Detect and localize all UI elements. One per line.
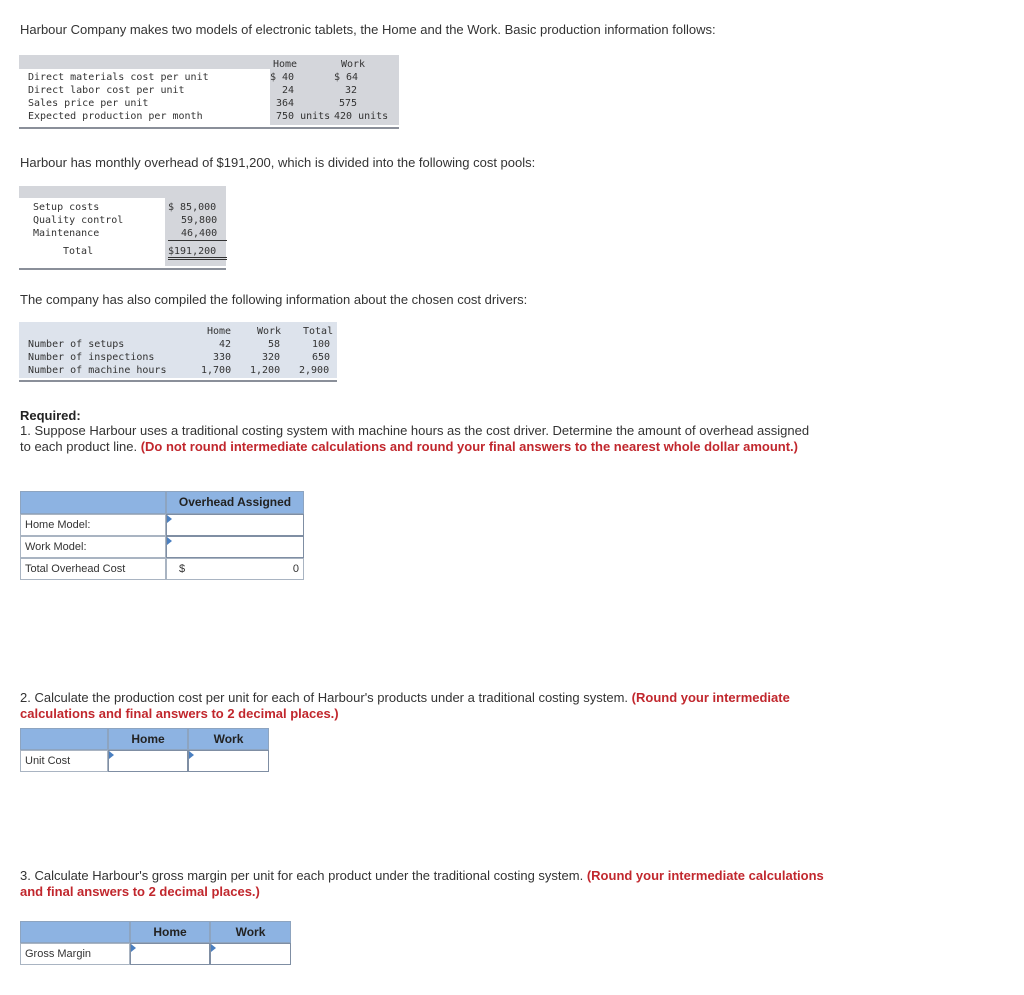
production-row-work: 32 xyxy=(345,85,358,96)
total-line xyxy=(168,257,227,258)
production-row-home: 24 xyxy=(282,85,295,96)
work-model-label: Work Model: xyxy=(20,536,166,558)
drivers-header-home: Home xyxy=(207,326,232,337)
gross-margin-work-input[interactable] xyxy=(213,946,288,962)
production-header-home: Home xyxy=(273,59,298,70)
pool-value: $ 85,000 xyxy=(168,202,217,213)
production-row-home: $ 40 xyxy=(270,72,295,83)
production-row-home: 750 units xyxy=(276,111,331,122)
drivers-text: The company has also compiled the following information about the chosen cost drivers: xyxy=(20,292,528,307)
drivers-row-home: 1,700 xyxy=(201,365,232,376)
unit-cost-label: Unit Cost xyxy=(20,750,108,772)
production-row-work: 420 units xyxy=(334,111,389,122)
drivers-row-work: 320 xyxy=(262,352,281,363)
drivers-row-work: 1,200 xyxy=(250,365,281,376)
divider xyxy=(19,268,226,270)
pool-total-label: Total xyxy=(63,246,94,257)
overhead-assigned-header: Overhead Assigned xyxy=(166,491,304,514)
production-row-home: 364 xyxy=(276,98,295,109)
drivers-row-label: Number of inspections xyxy=(28,352,155,363)
home-model-input[interactable] xyxy=(169,517,301,533)
unit-cost-work-input[interactable] xyxy=(191,753,266,769)
unit-cost-work-cell[interactable] xyxy=(188,750,269,772)
drivers-row-label: Number of machine hours xyxy=(28,365,167,376)
q3-instructions xyxy=(20,868,840,900)
unit-cost-home-cell[interactable] xyxy=(108,750,188,772)
subtotal-line xyxy=(168,240,227,241)
q3-text: 3. Calculate Harbour's gross margin per unit for each product under the traditional costing system. xyxy=(20,868,584,883)
unit-cost-header-work: Work xyxy=(188,728,269,750)
pool-label: Quality control xyxy=(33,215,124,226)
total-overhead-value: 0 xyxy=(292,563,299,575)
drivers-row-total: 100 xyxy=(312,339,331,350)
gross-margin-home-input[interactable] xyxy=(133,946,207,962)
divider xyxy=(19,380,337,382)
q2-text: 2. Calculate the production cost per unit for each of Harbour's products under a traditional costing system. xyxy=(20,690,629,705)
q3-note: (Round your intermediate calculations and final answers to 2 decimal places.) xyxy=(20,868,824,899)
unit-cost-corner xyxy=(20,728,108,750)
drivers-row-home: 330 xyxy=(213,352,232,363)
q2-instructions xyxy=(20,690,840,722)
drivers-row-work: 58 xyxy=(268,339,281,350)
drivers-header-total: Total xyxy=(303,326,334,337)
pool-label: Setup costs xyxy=(33,202,100,213)
production-row-label: Direct labor cost per unit xyxy=(28,85,185,96)
pool-value: 46,400 xyxy=(181,228,218,239)
work-model-input-cell[interactable] xyxy=(166,536,304,558)
production-row-label: Sales price per unit xyxy=(28,98,149,109)
q1-instructions xyxy=(20,423,820,455)
overhead-text: Harbour has monthly overhead of $191,200, which is divided into the following cost pools: xyxy=(20,155,536,170)
pool-label: Maintenance xyxy=(33,228,100,239)
home-model-input-cell[interactable] xyxy=(166,514,304,536)
required-heading: Required: xyxy=(20,408,81,423)
q1-text: 1. Suppose Harbour uses a traditional costing system with machine hours as the cost driver. Determine the amount of overhead assigned to each product line. xyxy=(20,423,810,454)
unit-cost-header-home: Home xyxy=(108,728,188,750)
gross-margin-corner xyxy=(20,921,130,943)
drivers-row-home: 42 xyxy=(219,339,232,350)
total-overhead-cell xyxy=(166,558,304,580)
gross-margin-home-cell[interactable] xyxy=(130,943,210,965)
total-line-double xyxy=(168,259,227,260)
drivers-row-label: Number of setups xyxy=(28,339,125,350)
unit-cost-home-input[interactable] xyxy=(111,753,185,769)
q1-note: (Do not round intermediate calculations and round your final answers to the nearest whole dollar amount.) xyxy=(140,439,799,454)
production-row-label: Direct materials cost per unit xyxy=(28,72,209,83)
production-row-work: 575 xyxy=(339,98,358,109)
gross-margin-label: Gross Margin xyxy=(20,943,130,965)
pool-value: 59,800 xyxy=(181,215,218,226)
divider xyxy=(19,127,399,129)
drivers-row-total: 650 xyxy=(312,352,331,363)
production-row-work: $ 64 xyxy=(334,72,359,83)
pool-total-value: $191,200 xyxy=(168,246,217,257)
gross-margin-header-work: Work xyxy=(210,921,291,943)
gross-margin-header-home: Home xyxy=(130,921,210,943)
currency-symbol: $ xyxy=(179,563,186,575)
drivers-row-total: 2,900 xyxy=(299,365,330,376)
production-header-work: Work xyxy=(341,59,366,70)
intro-text: Harbour Company makes two models of electronic tablets, the Home and the Work. Basic production information follows: xyxy=(20,22,716,37)
home-model-label: Home Model: xyxy=(20,514,166,536)
overhead-table-corner xyxy=(20,491,166,514)
drivers-header-work: Work xyxy=(257,326,282,337)
total-overhead-label: Total Overhead Cost xyxy=(20,558,166,580)
work-model-input[interactable] xyxy=(169,539,301,555)
gross-margin-work-cell[interactable] xyxy=(210,943,291,965)
production-row-label: Expected production per month xyxy=(28,111,203,122)
q2-note: (Round your intermediate calculations and final answers to 2 decimal places.) xyxy=(20,690,790,721)
